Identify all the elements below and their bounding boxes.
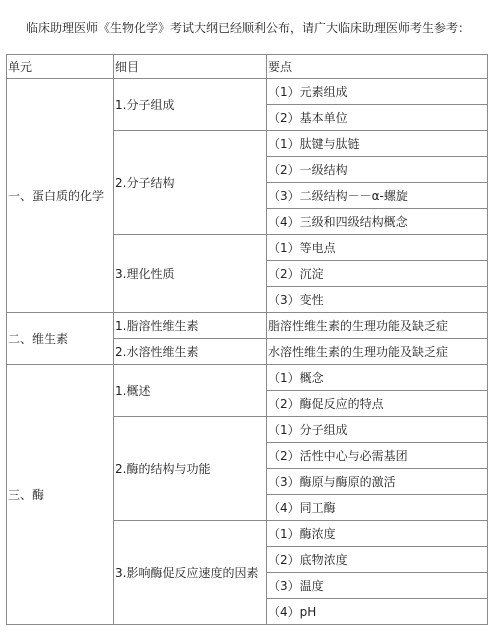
point-cell: （1）肽键与肽链	[267, 131, 488, 157]
table-row	[7, 365, 488, 391]
point-cell: （1）酶浓度	[267, 521, 488, 547]
syllabus-table	[6, 54, 488, 625]
item-cell: 3.理化性质	[114, 235, 267, 313]
point-cell: 脂溶性维生素的生理功能及缺乏症	[267, 313, 488, 339]
point-cell: （2）活性中心与必需基团	[267, 443, 488, 469]
item-cell: 1.分子组成	[114, 79, 267, 131]
item-cell: 2.分子结构	[114, 131, 267, 235]
point-cell: （2）酶促反应的特点	[267, 391, 488, 417]
item-cell: 2.酶的结构与功能	[114, 417, 267, 521]
point-cell: （3）温度	[267, 573, 488, 599]
header-unit: 单元	[7, 55, 114, 79]
point-cell: （4）pH	[267, 599, 488, 625]
intro-text: 临床助理医师《生物化学》考试大纲已经顺利公布，请广大临床助理医师考生参考：	[26, 21, 471, 35]
table-header-row	[7, 55, 488, 79]
unit-cell: 一、蛋白质的化学	[7, 79, 114, 313]
point-cell: （1）等电点	[267, 235, 488, 261]
item-cell: 1.概述	[114, 365, 267, 417]
point-cell: （2）一级结构	[267, 157, 488, 183]
point-cell: （1）分子组成	[267, 417, 488, 443]
point-cell: （2）底物浓度	[267, 547, 488, 573]
point-cell: （4）三级和四级结构概念	[267, 209, 488, 235]
unit-cell: 三、酶	[7, 365, 114, 625]
point-cell: （3）变性	[267, 287, 488, 313]
item-cell: 2.水溶性维生素	[114, 339, 267, 365]
point-cell: （2）沉淀	[267, 261, 488, 287]
unit-cell: 二、维生素	[7, 313, 114, 365]
point-cell: 水溶性维生素的生理功能及缺乏症	[267, 339, 488, 365]
point-cell: （3）酶原与酶原的激活	[267, 469, 488, 495]
point-cell: （2）基本单位	[267, 105, 488, 131]
item-cell: 3.影响酶促反应速度的因素	[114, 521, 267, 625]
table-row	[7, 79, 488, 105]
table-row	[7, 313, 488, 339]
point-cell: （1）概念	[267, 365, 488, 391]
point-cell: （3）二级结构－－α-螺旋	[267, 183, 488, 209]
header-item: 细目	[114, 55, 267, 79]
item-cell: 1.脂溶性维生素	[114, 313, 267, 339]
point-cell: （1）元素组成	[267, 79, 488, 105]
header-point: 要点	[267, 55, 488, 79]
point-cell: （4）同工酶	[267, 495, 488, 521]
